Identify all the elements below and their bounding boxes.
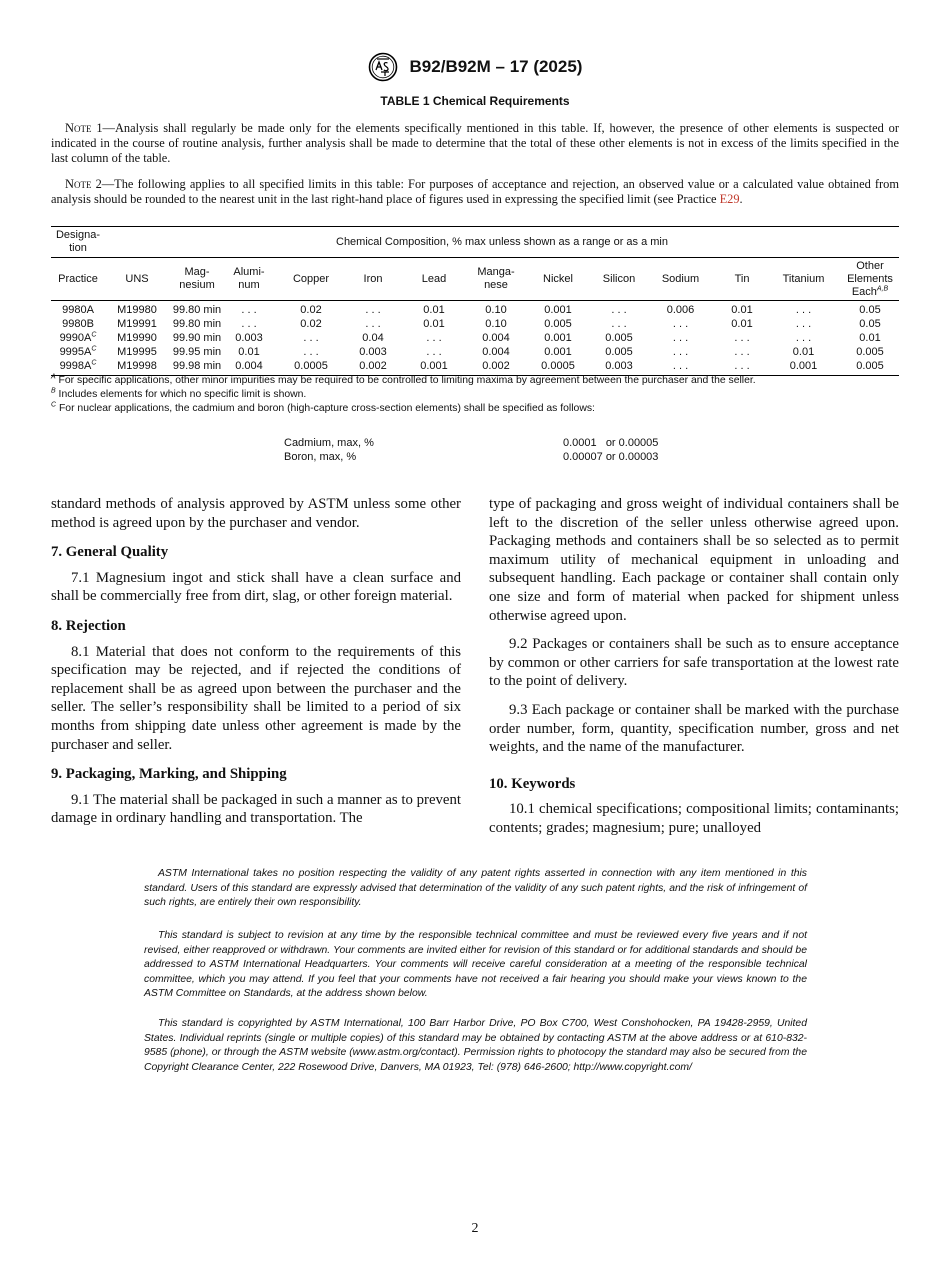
column-header: Other Elements Each$^{A,B}$ <box>841 258 899 301</box>
table-cell: 0.05 <box>859 304 881 316</box>
table-cell: . . . <box>734 332 750 344</box>
table-cell: M19990 <box>117 332 157 344</box>
revision-disclaimer: This standard is subject to revision at any time by the responsible technical committee and must be reviewed every five years and if not revised, either reapproved or withdrawn. Your comments are invited either for revision of this standard or for additional standards and should be addressed to ASTM International Headquarters. Your comments will receive careful consideration at a meeting of the responsible technical committee, which you may attend. If you feel that your comments have not received a fair hearing you should make your views known to the ASTM Committee on Standards, at the address shown below. <box>144 930 807 999</box>
table-cell: 0.0005 <box>521 359 595 376</box>
column-header: Manga-nese <box>471 258 521 301</box>
column-header: Practice <box>51 258 105 301</box>
table-cell: 0.0005 <box>273 359 349 376</box>
section-heading: 9. Packaging, Marking, and Shipping <box>51 766 287 783</box>
table-cell: 0.002 <box>471 359 521 376</box>
table-note-2: Note 2—The following applies to all specified limits in this table: For purposes of acceptance and rejection, an observed value or a calculated value obtained from analysis should be rounded to the nearest unit in the last right-hand place of figures used in expressing the specified limit (see Practice E29. <box>51 177 899 206</box>
table-row <box>51 301 899 318</box>
page-header <box>0 52 950 86</box>
note-label: Note 1 <box>65 121 103 135</box>
table-cell: $9995A^C$ <box>59 345 97 358</box>
column-header: Iron <box>349 258 397 301</box>
standard-designation: B92/B92M – 17 (2025) <box>409 57 583 76</box>
table-cell: 0.02 <box>300 304 322 316</box>
table-footnote-c: $^C$ For nuclear applications, the cadmium and boron (high-capture cross-section elements) shall be specified as follows: <box>51 401 595 414</box>
chemical-requirements-table <box>51 226 899 376</box>
column-header: Nickel <box>521 258 595 301</box>
paragraph: standard methods of analysis approved by ASTM unless some other method is agreed upon by the purchaser and vendor. <box>51 496 461 531</box>
table-cell: 0.001 <box>766 359 841 376</box>
table-cell: M19998 <box>105 359 169 376</box>
section-heading: 7. General Quality <box>51 544 169 561</box>
boron-value: 0.00007 or 0.00003 <box>563 451 659 463</box>
table-cell: 0.02 <box>300 318 322 330</box>
table-cell: $9990A^C$ <box>59 331 97 344</box>
table-cell: 0.01 <box>859 332 881 344</box>
column-header: Silicon <box>595 258 643 301</box>
right-column <box>489 495 899 838</box>
table-cell: 0.01 <box>423 318 445 330</box>
table-cell: . . . <box>365 304 381 316</box>
table-cell: . . . <box>795 318 812 330</box>
table-cell: 0.004 <box>225 359 273 376</box>
table-cell: 0.003 <box>595 359 643 376</box>
left-column <box>51 495 461 828</box>
table-cell: 99.80 min <box>172 304 222 316</box>
cadmium-value: 0.0001 or 0.00005 <box>563 437 659 449</box>
table-cell: . . . <box>426 332 442 344</box>
table-cell: 99.90 min <box>172 332 222 344</box>
table-cell: M19980 <box>117 304 157 316</box>
table-cell: . . . <box>672 318 689 330</box>
table-cell: 0.10 <box>485 304 507 316</box>
table-cell: 99.98 min <box>169 359 225 376</box>
table-cell: . . . <box>734 346 750 358</box>
column-header: Mag-nesium <box>169 258 225 301</box>
table-cell: 0.005 <box>544 318 572 330</box>
table-cell: . . . <box>672 346 689 358</box>
table-cell: 9980A <box>62 304 94 316</box>
column-header: Sodium <box>643 258 718 301</box>
table-cell: 0.005 <box>841 359 899 376</box>
table-cell: 0.001 <box>544 332 572 344</box>
table-cell: . . . <box>303 332 319 344</box>
table-cell: . . . <box>365 318 381 330</box>
paragraph: 10.1 chemical specifications; compositional limits; contaminants; contents; grades; magnesium; pure; unalloyed <box>489 801 899 836</box>
table-cell: 0.10 <box>485 318 507 330</box>
table-cell: 0.002 <box>349 359 397 376</box>
table-cell: 0.001 <box>544 304 572 316</box>
paragraph: 9.2 Packages or containers shall be such as to ensure acceptance by common or other carriers for safe transportation at the lowest rate to the point of delivery. <box>489 636 899 690</box>
table-cell: 0.003 <box>235 332 263 344</box>
table-cell: . . . <box>672 332 689 344</box>
table-cell: 0.005 <box>856 346 884 358</box>
paragraph: 9.1 The material shall be packaged in such a manner as to prevent damage in ordinary handling and transportation. The <box>51 791 461 827</box>
table-footnote-a: $^A$ For specific applications, other minor impurities may be required to be controlled to limiting maxima by agreement between the purchaser and the seller. <box>51 373 756 386</box>
table-cell: 0.01 <box>731 304 753 316</box>
column-header: Tin <box>718 258 766 301</box>
column-header: Copper <box>273 258 349 301</box>
table-cell: 99.95 min <box>172 346 222 358</box>
patent-disclaimer: ASTM International takes no position respecting the validity of any patent rights asserted in connection with any item mentioned in this standard. Users of this standard are expressly advised that determination of the validity of any such patent rights, and the risk of infringement of such rights, are entirely their own responsibility. <box>144 868 807 908</box>
copyright-notice: This standard is copyrighted by ASTM International, 100 Barr Harbor Drive, PO Box C700, West Conshohocken, PA 19428-2959, United States. Individual reprints (single or multiple copies) of this standard may be obtained by contacting ASTM at the above address or at 610-832-9585 (phone), or through the ASTM website (www.astm.org/contact). Permission rights to photocopy the standard may also be secured from the Copyright Clearance Center, 222 Rosewood Drive, Danvers, MA 01923, Tel: (978) 646-2600; http://www.copyright.com/ <box>144 1018 807 1073</box>
table-cell: 9980B <box>62 318 94 330</box>
table-row <box>51 345 899 359</box>
table-title: TABLE 1 Chemical Requirements <box>380 94 570 108</box>
section-heading: 10. Keywords <box>489 775 576 792</box>
practice-e29-link[interactable]: E29 <box>719 192 740 206</box>
table-cell: 0.005 <box>605 332 633 344</box>
table-cell: . . . <box>795 304 812 316</box>
boron-label: Boron, max, % <box>284 451 357 463</box>
paragraph: 8.1 Material that does not conform to the requirements of this specification may be rejected, and if rejected the conditions of replacement shall be as agreed upon between the purchaser and the seller. The seller’s responsibility shall be limited to a period of six months from shipping date unless other agreement is made by the purchaser and seller. <box>51 643 461 753</box>
table-cell: 0.05 <box>859 318 881 330</box>
table-row <box>51 331 899 345</box>
note-text: —The following applies to all specified limits in this table: For purposes of acceptance and rejection, an observed value or a calculated value obtained from analysis should be rounded to the nearest unit in the last right-hand place of figures used in expressing the specified limit (see Practice <box>51 177 899 206</box>
table-cell: . . . <box>303 346 319 358</box>
table-cell: . . . <box>795 332 812 344</box>
cadmium-label: Cadmium, max, % <box>284 437 374 449</box>
column-header: Alumi-num <box>225 258 273 301</box>
table-cell: 0.003 <box>359 346 387 358</box>
composition-span-header: Chemical Composition, % max unless shown as a range or as a min <box>105 227 899 258</box>
table-cell: 0.006 <box>666 304 695 316</box>
table-cell: M19991 <box>117 318 157 330</box>
astm-logo-icon <box>368 52 398 82</box>
table-cell: 0.005 <box>605 346 633 358</box>
section-heading: 8. Rejection <box>51 617 126 634</box>
table-footnote-b: $^B$ Includes elements for which no specific limit is shown. <box>51 387 307 400</box>
paragraph: 7.1 Magnesium ingot and stick shall have a clean surface and shall be commercially free from dirt, slag, or other foreign material. <box>51 569 461 605</box>
table-cell: 0.004 <box>482 346 510 358</box>
table-cell: 0.01 <box>423 304 445 316</box>
paragraph: type of packaging and gross weight of individual containers shall be left to the discretion of the seller unless otherwise agreed upon. Packaging methods and containers shall be so selected as to permit maximum utility of mechanical equipment in unloading and subsequent handling. Each package or container shall contain only one size and form of material when packed for shipment unless otherwise agreed upon. <box>489 496 899 624</box>
page-number: 2 <box>471 1221 479 1236</box>
table-row <box>51 317 899 331</box>
table-cell: . . . <box>426 346 442 358</box>
table-cell: . . . <box>241 304 257 316</box>
table-cell: . . . <box>611 304 627 316</box>
table-cell: 0.01 <box>731 318 753 330</box>
column-header: Titanium <box>766 258 841 301</box>
table-note-1 <box>51 121 899 166</box>
table-cell: 0.01 <box>792 346 815 358</box>
table-cell: M19995 <box>117 346 157 358</box>
note-text: —Analysis shall regularly be made only for the elements specifically mentioned in this table. If, however, the presence of other elements is suspected or indicated in the course of routine analysis, further analysis shall be made to determine that the total of these other elements is not in excess of the limits specified in the last column of the table. <box>51 121 899 165</box>
table-cell: . . . <box>718 359 766 376</box>
table-cell: . . . <box>611 318 627 330</box>
column-header: UNS <box>105 258 169 301</box>
designation-group-header: Designa-tion <box>51 227 105 258</box>
paragraph: 9.3 Each package or container shall be marked with the purchase order number, form, quantity, specification number, gross and net weights, and the name of the manufacturer. <box>489 701 899 756</box>
table-cell: 0.01 <box>238 346 260 358</box>
table-cell: . . . <box>241 318 257 330</box>
table-cell: 0.001 <box>397 359 471 376</box>
table-cell: 0.04 <box>362 332 384 344</box>
note-label: Note 2 <box>65 177 102 191</box>
table-cell: 0.001 <box>544 346 572 358</box>
column-header-row <box>51 258 899 301</box>
table-cell: $9998A^C$ <box>51 359 105 376</box>
column-header: Lead <box>397 258 471 301</box>
table-cell: 0.004 <box>482 332 510 344</box>
table-cell: . . . <box>643 359 718 376</box>
table-cell: 99.80 min <box>172 318 222 330</box>
